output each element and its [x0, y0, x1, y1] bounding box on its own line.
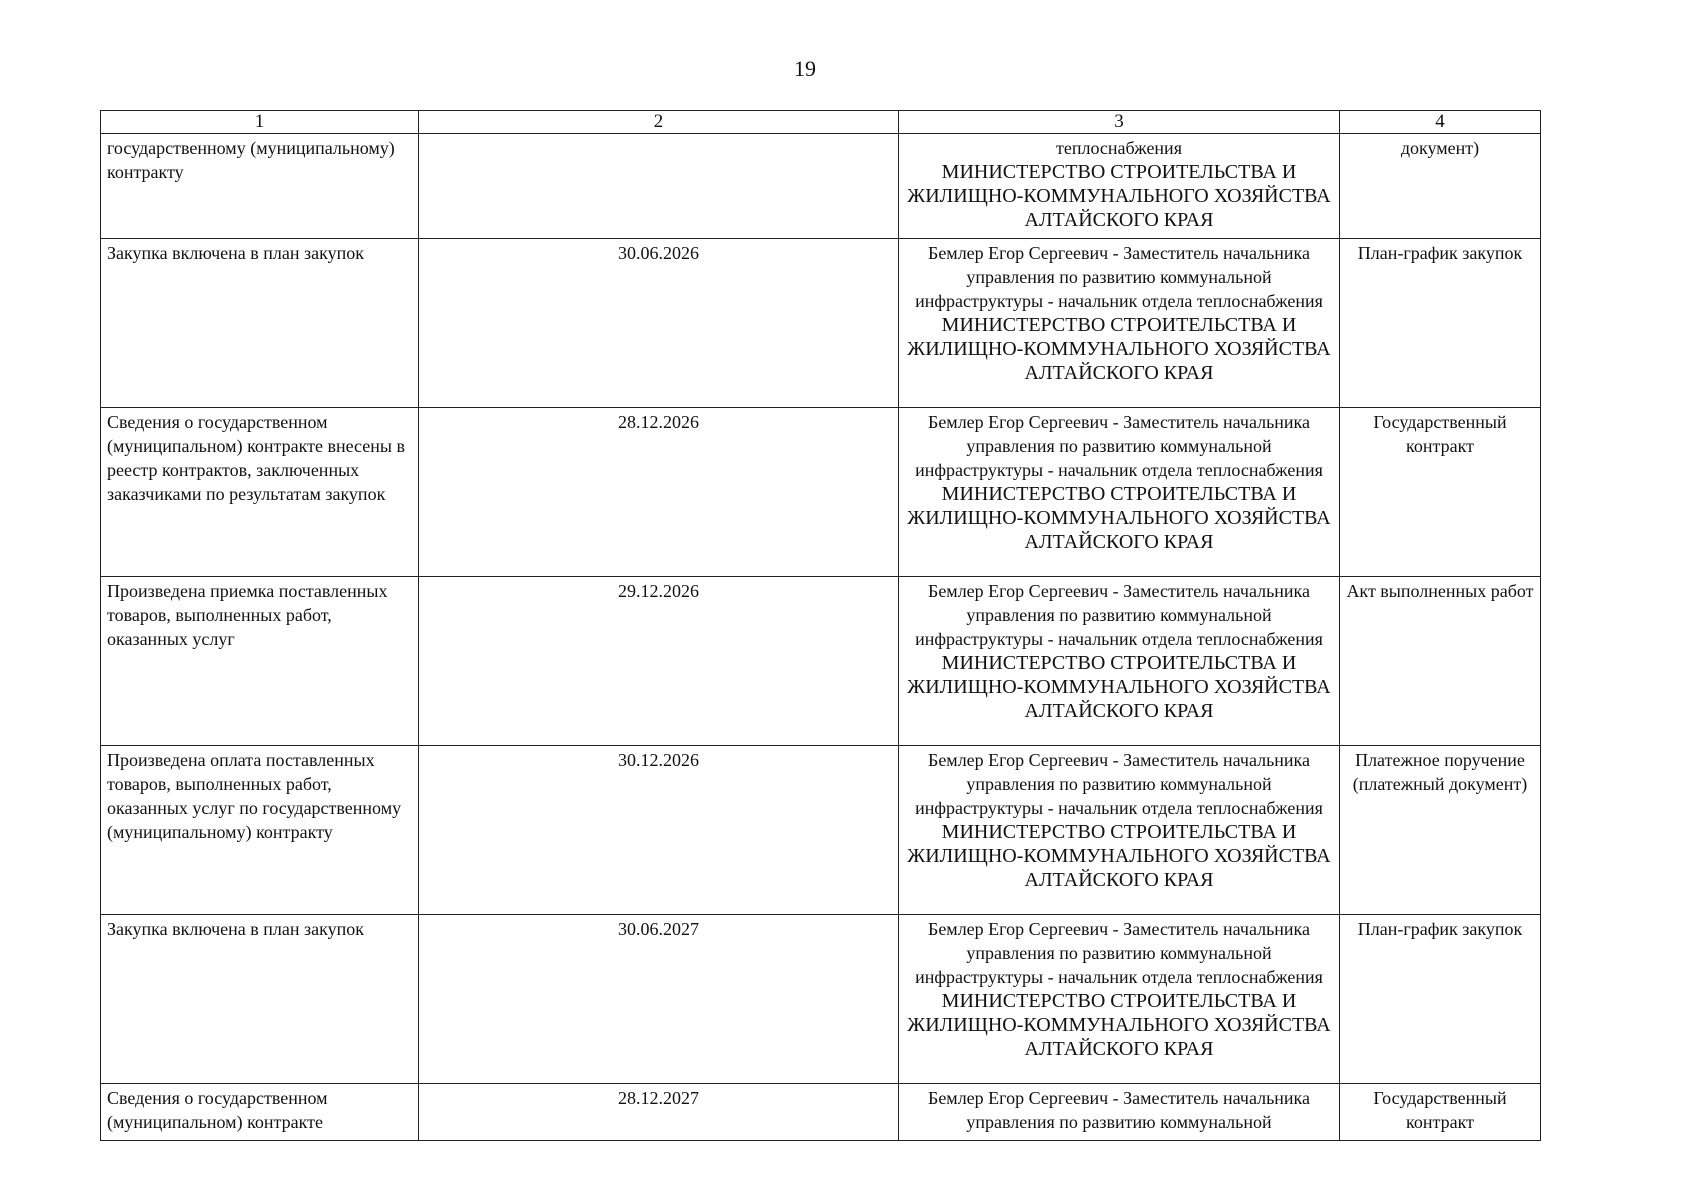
- responsible-person: Бемлер Егор Сергеевич - Заместитель начальника управления по развитию коммунальной инфраструктуры - начальник отдела теплоснабжения: [915, 919, 1323, 987]
- date-cell: 28.12.2026: [419, 408, 899, 577]
- table-row: [101, 134, 1541, 239]
- column-header-3: 3: [899, 111, 1340, 134]
- responsible-cell: [899, 577, 1340, 746]
- table-row: [101, 577, 1541, 746]
- document-cell: документ): [1340, 134, 1541, 239]
- responsible-cell: [899, 134, 1340, 239]
- table-row: [101, 239, 1541, 408]
- responsible-cell: [899, 239, 1340, 408]
- document-cell: Государственный контракт: [1340, 408, 1541, 577]
- responsible-person: Бемлер Егор Сергеевич - Заместитель начальника управления по развитию коммунальной инфраструктуры - начальник отдела теплоснабжения: [915, 581, 1323, 649]
- responsible-person: Бемлер Егор Сергеевич - Заместитель начальника управления по развитию коммунальной: [927, 1088, 1311, 1132]
- responsible-organization: МИНИСТЕРСТВО СТРОИТЕЛЬСТВА И ЖИЛИЩНО-КОММУНАЛЬНОГО ХОЗЯЙСТВА АЛТАЙСКОГО КРАЯ: [907, 990, 1331, 1060]
- table-row: [101, 1084, 1541, 1141]
- responsible-cell: [899, 746, 1340, 915]
- responsible-person: теплоснабжения: [1056, 138, 1182, 158]
- date-cell: 30.12.2026: [419, 746, 899, 915]
- date-cell: 30.06.2026: [419, 239, 899, 408]
- responsible-organization: МИНИСТЕРСТВО СТРОИТЕЛЬСТВА И ЖИЛИЩНО-КОММУНАЛЬНОГО ХОЗЯЙСТВА АЛТАЙСКОГО КРАЯ: [907, 652, 1331, 722]
- responsible-person: Бемлер Егор Сергеевич - Заместитель начальника управления по развитию коммунальной инфраструктуры - начальник отдела теплоснабжения: [915, 412, 1323, 480]
- stage-cell: Произведена приемка поставленных товаров, выполненных работ, оказанных услуг: [101, 577, 419, 746]
- responsible-cell: [899, 915, 1340, 1084]
- document-cell: План-график закупок: [1340, 915, 1541, 1084]
- responsible-organization: МИНИСТЕРСТВО СТРОИТЕЛЬСТВА И ЖИЛИЩНО-КОММУНАЛЬНОГО ХОЗЯЙСТВА АЛТАЙСКОГО КРАЯ: [907, 821, 1331, 891]
- responsible-person: Бемлер Егор Сергеевич - Заместитель начальника управления по развитию коммунальной инфраструктуры - начальник отдела теплоснабжения: [915, 243, 1323, 311]
- table-row: [101, 915, 1541, 1084]
- document-cell: Платежное поручение (платежный документ): [1340, 746, 1541, 915]
- column-header-4: 4: [1340, 111, 1541, 134]
- date-cell: 30.06.2027: [419, 915, 899, 1084]
- document-cell: План-график закупок: [1340, 239, 1541, 408]
- stage-cell: Сведения о государственном (муниципальном) контракте: [101, 1084, 419, 1141]
- document-cell: Акт выполненных работ: [1340, 577, 1541, 746]
- column-header-2: 2: [419, 111, 899, 134]
- responsible-organization: МИНИСТЕРСТВО СТРОИТЕЛЬСТВА И ЖИЛИЩНО-КОММУНАЛЬНОГО ХОЗЯЙСТВА АЛТАЙСКОГО КРАЯ: [907, 483, 1331, 553]
- schedule-table: [100, 110, 1541, 1141]
- stage-cell: Произведена оплата поставленных товаров, выполненных работ, оказанных услуг по государственному (муниципальному) контракту: [101, 746, 419, 915]
- date-cell: 29.12.2026: [419, 577, 899, 746]
- stage-cell: государственному (муниципальному) контракту: [101, 134, 419, 239]
- stage-cell: Закупка включена в план закупок: [101, 915, 419, 1084]
- stage-cell: Сведения о государственном (муниципальном) контракте внесены в реестр контрактов, заключенных заказчиками по результатам закупок: [101, 408, 419, 577]
- document-cell: Государственный контракт: [1340, 1084, 1541, 1141]
- date-cell: 28.12.2027: [419, 1084, 899, 1141]
- responsible-organization: МИНИСТЕРСТВО СТРОИТЕЛЬСТВА И ЖИЛИЩНО-КОММУНАЛЬНОГО ХОЗЯЙСТВА АЛТАЙСКОГО КРАЯ: [907, 161, 1331, 231]
- table-row: [101, 408, 1541, 577]
- stage-cell: Закупка включена в план закупок: [101, 239, 419, 408]
- responsible-person: Бемлер Егор Сергеевич - Заместитель начальника управления по развитию коммунальной инфраструктуры - начальник отдела теплоснабжения: [915, 750, 1323, 818]
- page-number: 19: [794, 56, 816, 81]
- date-cell: [419, 134, 899, 239]
- responsible-organization: МИНИСТЕРСТВО СТРОИТЕЛЬСТВА И ЖИЛИЩНО-КОММУНАЛЬНОГО ХОЗЯЙСТВА АЛТАЙСКОГО КРАЯ: [907, 314, 1331, 384]
- table-row: [101, 746, 1541, 915]
- table-header-row: [101, 111, 1541, 134]
- column-header-1: 1: [101, 111, 419, 134]
- responsible-cell: [899, 1084, 1340, 1141]
- responsible-cell: [899, 408, 1340, 577]
